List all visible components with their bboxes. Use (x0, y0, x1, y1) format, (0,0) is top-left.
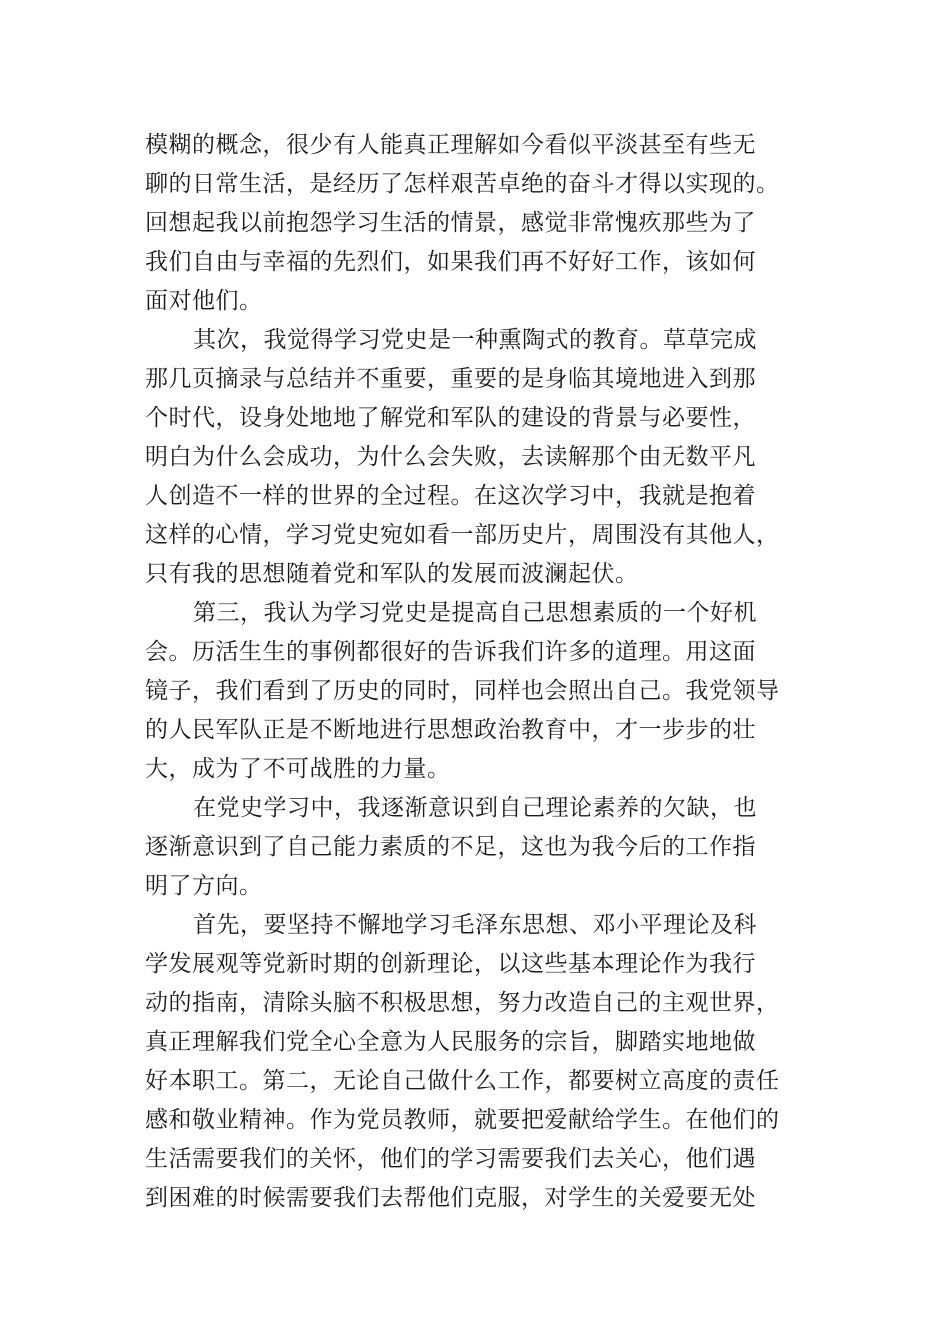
text-line: 逐渐意识到了自己能力素质的不足，这也为我今后的工作指 (145, 834, 756, 860)
text-line: 动的指南，清除头脑不积极思想，努力改造自己的主观世界， (145, 990, 780, 1016)
text-line: 生活需要我们的关怀，他们的学习需要我们去关心，他们遇 (145, 1146, 756, 1172)
text-line: 学发展观等党新时期的创新理论，以这些基本理论作为我行 (145, 951, 756, 977)
text-line: 镜子，我们看到了历史的同时，同样也会照出自己。我党领导 (145, 678, 780, 704)
text-line: 真正理解我们党全心全意为人民服务的宗旨，脚踏实地地做 (145, 1029, 756, 1055)
paragraph-first-line: 第三，我认为学习党史是提高自己思想素质的一个好机 (193, 600, 757, 626)
text-line: 模糊的概念，很少有人能真正理解如今看似平淡甚至有些无 (145, 132, 756, 158)
text-line: 的人民军队正是不断地进行思想政治教育中，才一步步的壮 (145, 717, 756, 743)
text-line: 聊的日常生活，是经历了怎样艰苦卓绝的奋斗才得以实现的。 (145, 171, 780, 197)
paragraph-first-line: 其次，我觉得学习党史是一种熏陶式的教育。草草完成 (193, 327, 757, 353)
text-line: 明白为什么会成功，为什么会失败，去读解那个由无数平凡 (145, 444, 756, 470)
text-line: 面对他们。 (145, 288, 263, 314)
text-line: 人创造不一样的世界的全过程。在这次学习中，我就是抱着 (145, 483, 756, 509)
paragraph-first-line: 在党史学习中，我逐渐意识到自己理论素养的欠缺，也 (193, 795, 757, 821)
document-page (145, 126, 810, 1218)
text-line: 回想起我以前抱怨学习生活的情景，感觉非常愧疚那些为了 (145, 210, 756, 236)
text-line: 我们自由与幸福的先烈们，如果我们再不好好工作，该如何 (145, 249, 756, 275)
text-line: 会。历活生生的事例都很好的告诉我们许多的道理。用这面 (145, 639, 756, 665)
text-line: 这样的心情，学习党史宛如看一部历史片，周围没有其他人， (145, 522, 780, 548)
text-line: 明了方向。 (145, 873, 263, 899)
text-line: 好本职工。第二，无论自己做什么工作，都要树立高度的责任 (145, 1068, 780, 1094)
paragraph-first-line: 首先，要坚持不懈地学习毛泽东思想、邓小平理论及科 (193, 912, 757, 938)
text-line: 个时代，设身处地地了解党和军队的建设的背景与必要性， (145, 405, 756, 431)
text-line: 到困难的时候需要我们去帮他们克服，对学生的关爱要无处 (145, 1185, 756, 1211)
text-line: 只有我的思想随着党和军队的发展而波澜起伏。 (145, 561, 639, 587)
text-line: 感和敬业精神。作为党员教师，就要把爱献给学生。在他们的 (145, 1107, 780, 1133)
text-line: 大，成为了不可战胜的力量。 (145, 756, 451, 782)
text-line: 那几页摘录与总结并不重要，重要的是身临其境地进入到那 (145, 366, 756, 392)
